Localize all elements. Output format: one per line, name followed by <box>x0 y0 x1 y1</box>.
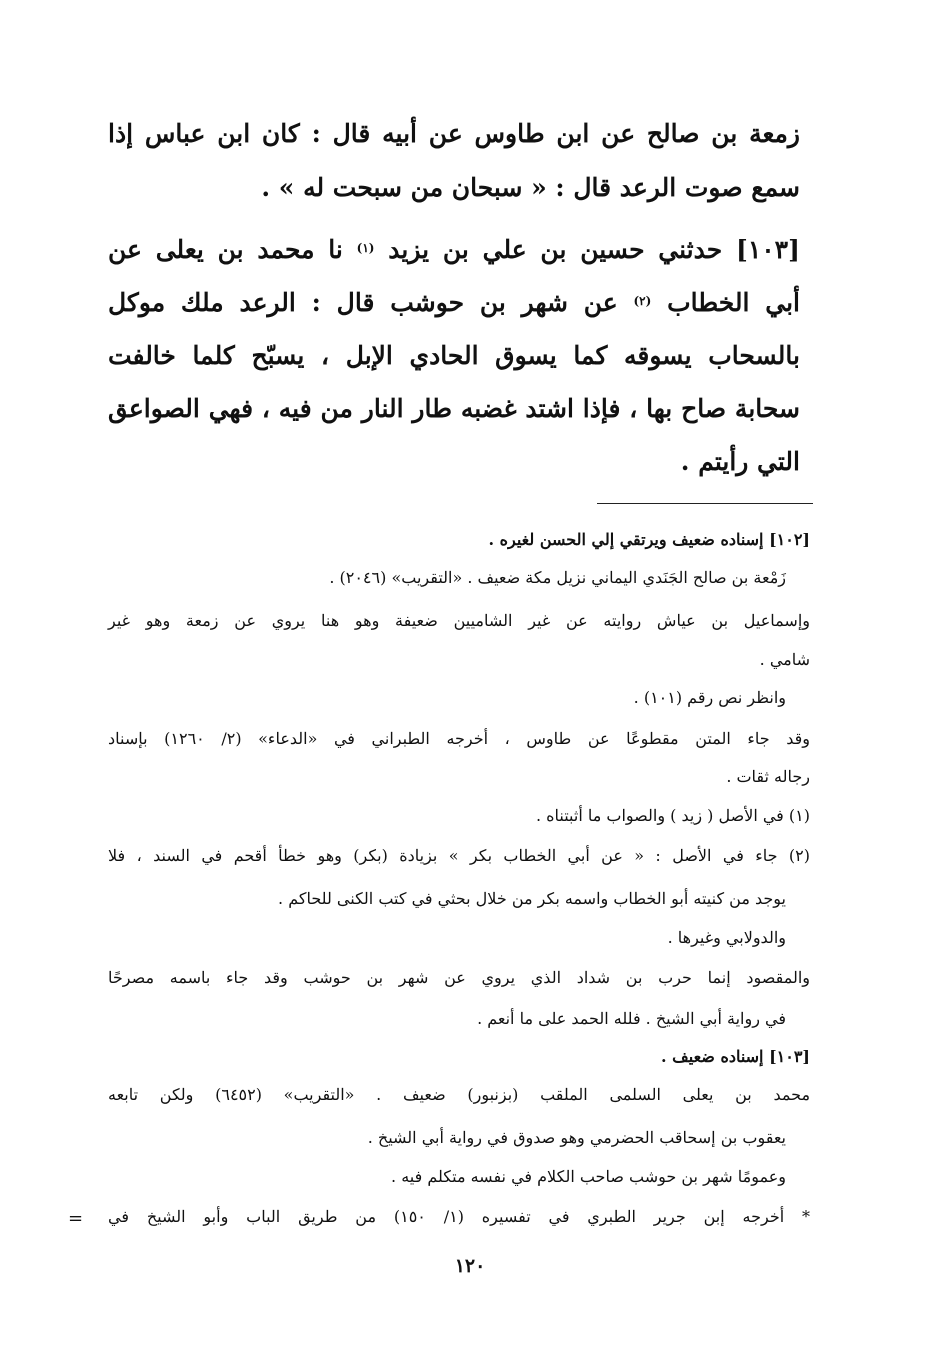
narrator-name: أبي الخطاب <box>667 288 800 317</box>
main-line-4-rest: عن شهر بن حوشب قال : الرعد ملك موكل <box>108 288 618 317</box>
note-103-heading: [١٠٣] إسناده ضعيف . <box>661 1047 810 1066</box>
continuation-mark: = <box>68 1208 84 1229</box>
main-line-6: سحابة صاح بها ، فإذا اشتد غضبه طار النار من فيه ، فهي الصواعق <box>108 394 800 423</box>
note-102-line-1: زَمْعة بن صالح الجَنَدي اليماني نزيل مكة ضعيف . «التقريب» (٢٠٤٦) . <box>329 568 786 587</box>
footnote-2-line-2: يوجد من كنيته أبو الخطاب واسمه بكر من خلال بحثي في كتب الكنى للحاكم . <box>278 889 786 908</box>
note-103-line-2: يعقوب بن إسحاقب الحضرمي وهو صدوق في رواية أبي الشيخ . <box>367 1128 786 1147</box>
main-line-7: التي رأيتم . <box>680 447 800 476</box>
hadith-103-opening: [١٠٣] حدثني حسين بن علي بن يزيد <box>388 235 800 264</box>
note-102-line-3: شامي . <box>759 650 810 669</box>
footnote-2-line-4: والمقصود إنما حرب بن شداد الذي يروي عن شهر بن حوشب وقد جاء باسمه مصرحًا <box>108 968 810 987</box>
note-103-line-4: * أخرجه إبن جرير الطبري في تفسيره (١/ ١٥٠) من طريق الباب وأبو الشيخ في <box>108 1207 810 1226</box>
main-line-5: بالسحاب يسوقه كما يسوق الحادي الإبل ، يسبّح كلما خالفت <box>108 341 800 370</box>
note-102-line-5: وقد جاء المتن مقطوعًا عن طاوس ، أخرجه الطبراني في «الدعاء» (٢/ ١٢٦٠) بإسناد <box>108 729 810 748</box>
hadith-103-continuation: نا محمد بن يعلى عن <box>108 235 343 264</box>
main-line-1: زمعة بن صالح عن ابن طاوس عن أبيه قال : كان ابن عباس إذا <box>108 119 800 148</box>
footnote-ref-2: (٢) <box>633 294 652 308</box>
footnote-separator <box>597 503 813 504</box>
note-102-line-6: رجاله ثقات . <box>726 767 810 786</box>
footnote-1: (١) في الأصل ( زيد ) والصواب ما أثبتناه . <box>535 806 810 825</box>
main-line-2: سمع صوت الرعد قال : « سبحان من سبحت له » . <box>261 173 800 202</box>
note-102-line-4: وانظر نص رقم (١٠١) . <box>633 688 786 707</box>
note-103-line-1: محمد بن يعلى السلمى الملقب (بزنبور) ضعيف . «التقريب» (٦٤٥٢) ولكن تابعه <box>108 1085 811 1104</box>
main-line-3 <box>108 232 800 272</box>
footnote-ref-1: (١) <box>356 241 375 255</box>
main-line-4 <box>108 285 800 325</box>
footnote-2-line-5: في رواية أبي الشيخ . فلله الحمد على ما أنعم . <box>477 1009 786 1028</box>
footnote-2-line-1: (٢) جاء في الأصل : « عن أبي الخطاب بكر » بزيادة (بكر) وهو خطأ أقحم في السند ، فلا <box>108 846 810 865</box>
note-102-heading: [١٠٢] إسناده ضعيف ويرتقي إلي الحسن لغيره . <box>488 530 810 549</box>
footnote-2-line-3: والدولابي وغيرها . <box>667 928 786 947</box>
page-number: ١٢٠ <box>454 1255 486 1277</box>
note-102-line-2: وإسماعيل بن عياش روايته عن غير الشاميين ضعيفة وهو هنا يروي عن زمعة وهو غير <box>108 611 811 630</box>
note-103-line-3: وعمومًا شهر بن حوشب صاحب الكلام في نفسه متكلم فيه . <box>391 1167 786 1186</box>
